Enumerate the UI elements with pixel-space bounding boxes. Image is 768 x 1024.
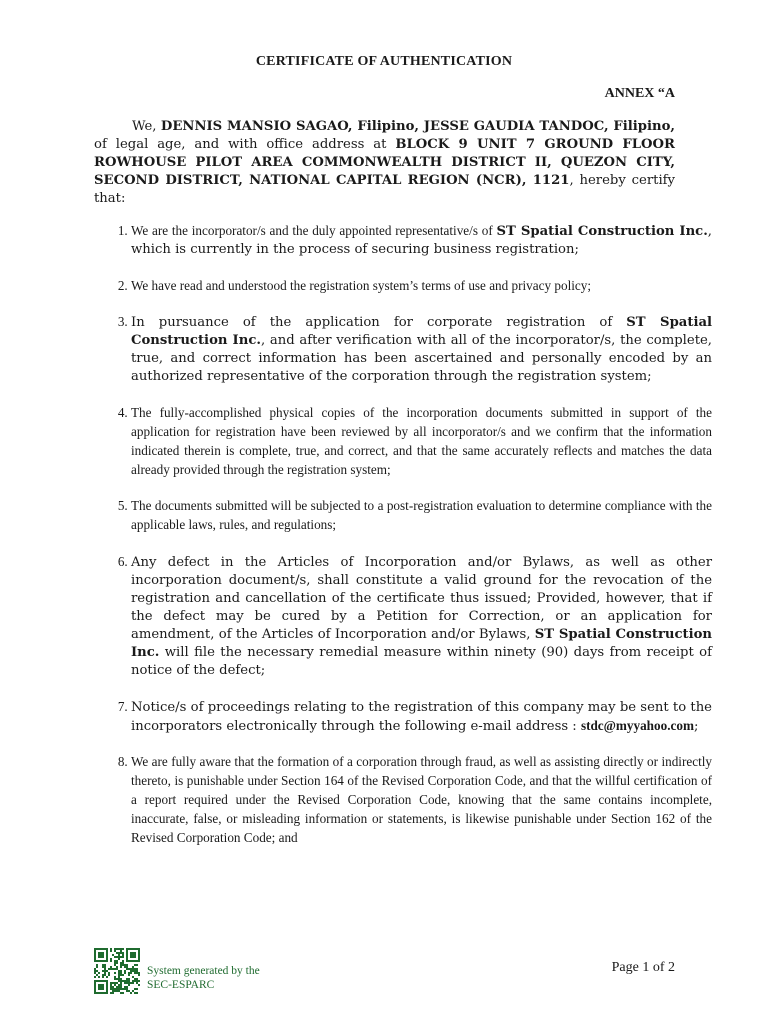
certification-item-7: 7. Notice/s of proceedings relating to the registration of this company may be sent to the incorporators electronically through the following e-mail address : stdc@myyahoo.com; — [131, 698, 712, 736]
email-address: stdc@myyahoo.com — [580, 717, 694, 733]
certification-item-8: 8. We are fully aware that the formation of a corporation through fraud, as well as assisting directly or indirectly thereto, is punishable under Section 164 of the Revised Corporation Code, and that the willful certification of a report required under the Revised Corporation Code, knowing that the same contains incomplete, inaccurate, false, or misleading information or statements, is likewise punishable under Section 162 of the Revised Corporation Code; and — [131, 753, 712, 848]
certification-item-2: 2. We have read and understood the registration system’s terms of use and privacy policy; — [131, 277, 712, 296]
intro-we: We, — [132, 119, 161, 134]
qr-code-icon — [94, 948, 140, 994]
system-generated-line2: SEC-ESPARC — [147, 979, 215, 991]
certification-item-4: 4. The fully-accomplished physical copies of the incorporation documents submitted in support of the application for registration have been reviewed by all incorporator/s and we confirm that the information indicated therein is complete, true, and correct, and that the same accurately reflects and matches the data already provided through the registration system; — [131, 404, 712, 480]
intro-end: , hereby certify that: — [94, 173, 676, 206]
certification-item-6: 6. Any defect in the Articles of Incorporation and/or Bylaws, as well as other incorporation document/s, shall constitute a valid ground for the revocation of the registration and cancellation of the certificate thus issued; Provided, however, that if the defect may be cured by a Petition for Correction, or an application for amendment, of the Articles of Incorporation and/or Bylaws, ST Spatial Construction Inc. will file the necessary remedial measure within ninety (90) days from receipt of notice of the defect; — [131, 553, 712, 680]
intro-mid: of legal age, and with office address at — [94, 137, 396, 152]
certification-item-3: 3. In pursuance of the application for corporate registration of ST Spatial Construction Inc., and after verification with all of the incorporator/s, the complete, true, and correct information has been ascertained and personally encoded by an authorized representative of the corporation through the registration system; — [131, 313, 712, 386]
incorporator-names: DENNIS MANSIO SAGAO, Filipino, JESSE GAUDIA TANDOC, Filipino, — [160, 119, 675, 134]
annex-label: ANNEX “A — [604, 86, 675, 101]
certification-item-1: 1. We are the incorporator/s and the duly appointed representative/s of ST Spatial Construction Inc., which is currently in the process of securing business registration; — [131, 222, 712, 259]
company-name: ST Spatial Construction Inc. — [496, 224, 708, 239]
office-address: BLOCK 9 UNIT 7 GROUND FLOOR ROWHOUSE PILOT AREA COMMONWEALTH DISTRICT II, QUEZON CITY, SECOND DISTRICT, NATIONAL CAPITAL REGION (NCR), 1121 — [94, 137, 675, 188]
page-number: Page 1 of 2 — [611, 960, 675, 975]
company-name: ST Spatial Construction Inc. — [131, 315, 713, 349]
system-generated-line1: System generated by the — [147, 965, 260, 977]
document-title: CERTIFICATE OF AUTHENTICATION — [255, 54, 513, 69]
intro-paragraph — [94, 118, 675, 208]
page-footer — [94, 944, 675, 994]
certification-item-5: 5. The documents submitted will be subjected to a post-registration evaluation to determine compliance with the applicable laws, rules, and regulations; — [131, 497, 712, 535]
system-generated-note — [147, 964, 260, 992]
company-name: ST Spatial Construction Inc. — [131, 626, 712, 660]
certification-list — [94, 222, 712, 866]
